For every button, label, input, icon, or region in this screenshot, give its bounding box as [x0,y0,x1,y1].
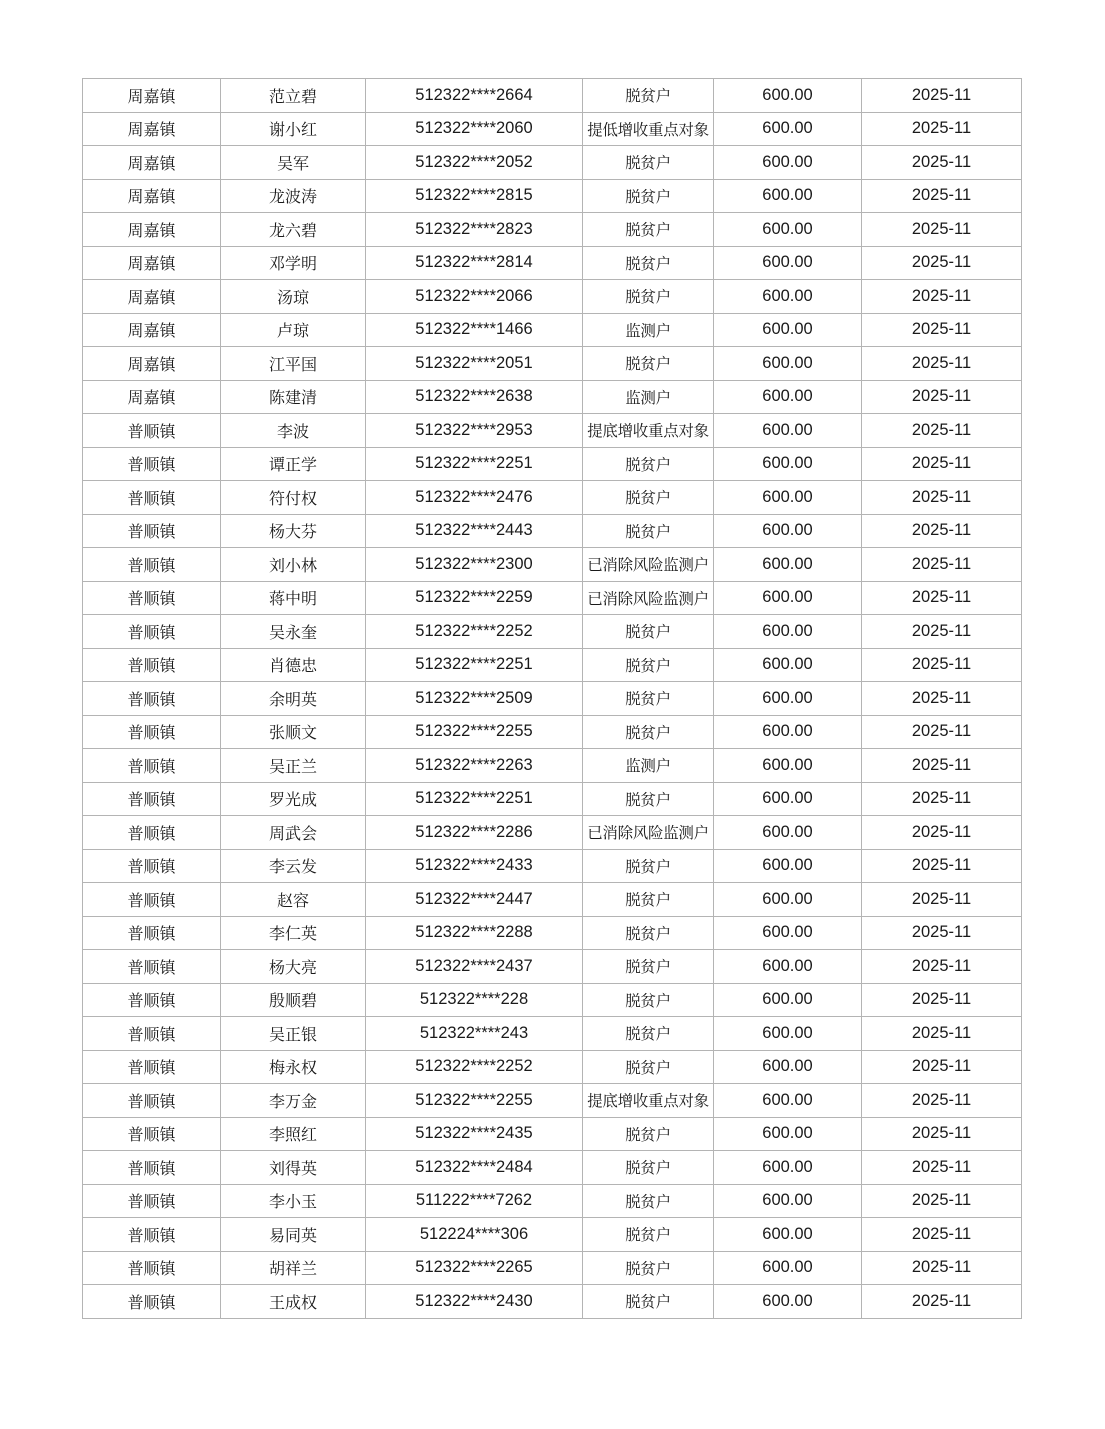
id-number-cell: 511222****7262 [366,1184,583,1218]
name-cell: 李万金 [221,1084,366,1118]
name-cell: 符付权 [221,481,366,515]
name-cell: 余明英 [221,682,366,716]
id-number-cell: 512322****2252 [366,615,583,649]
table-row [83,950,1022,984]
id-number-cell: 512322****2638 [366,380,583,414]
household-category-cell: 脱贫户 [583,447,714,481]
id-number-cell: 512322****2255 [366,1084,583,1118]
period-cell: 2025-11 [862,816,1022,850]
household-category-cell: 监测户 [583,749,714,783]
town-cell: 普顺镇 [83,916,221,950]
id-number-cell: 512322****2051 [366,347,583,381]
town-cell: 普顺镇 [83,1017,221,1051]
town-cell: 普顺镇 [83,749,221,783]
town-cell: 普顺镇 [83,883,221,917]
name-cell: 杨大芬 [221,514,366,548]
id-number-cell: 512322****2066 [366,280,583,314]
household-category-cell: 脱贫户 [583,648,714,682]
amount-cell: 600.00 [714,414,862,448]
roster-table [82,78,1022,1319]
town-cell: 普顺镇 [83,481,221,515]
town-cell: 普顺镇 [83,782,221,816]
id-number-cell: 512322****2443 [366,514,583,548]
period-cell: 2025-11 [862,481,1022,515]
town-cell: 周嘉镇 [83,146,221,180]
id-number-cell: 512322****2286 [366,816,583,850]
amount-cell: 600.00 [714,682,862,716]
table-row [83,347,1022,381]
table-row [83,280,1022,314]
household-category-cell: 脱贫户 [583,1218,714,1252]
table-row [83,1184,1022,1218]
amount-cell: 600.00 [714,1218,862,1252]
id-number-cell: 512322****2052 [366,146,583,180]
name-cell: 罗光成 [221,782,366,816]
period-cell: 2025-11 [862,715,1022,749]
name-cell: 邓学明 [221,246,366,280]
table-row [83,816,1022,850]
table-row [83,1151,1022,1185]
town-cell: 周嘉镇 [83,179,221,213]
id-number-cell: 512322****2484 [366,1151,583,1185]
id-number-cell: 512322****2509 [366,682,583,716]
town-cell: 普顺镇 [83,648,221,682]
town-cell: 周嘉镇 [83,313,221,347]
household-category-cell: 脱贫户 [583,1251,714,1285]
period-cell: 2025-11 [862,849,1022,883]
period-cell: 2025-11 [862,1084,1022,1118]
amount-cell: 600.00 [714,1184,862,1218]
period-cell: 2025-11 [862,146,1022,180]
amount-cell: 600.00 [714,916,862,950]
amount-cell: 600.00 [714,1151,862,1185]
period-cell: 2025-11 [862,1050,1022,1084]
table-row [83,749,1022,783]
amount-cell: 600.00 [714,1084,862,1118]
period-cell: 2025-11 [862,983,1022,1017]
id-number-cell: 512322****2476 [366,481,583,515]
name-cell: 肖德忠 [221,648,366,682]
household-category-cell: 脱贫户 [583,782,714,816]
household-category-cell: 脱贫户 [583,682,714,716]
table-row [83,581,1022,615]
name-cell: 殷顺碧 [221,983,366,1017]
period-cell: 2025-11 [862,1117,1022,1151]
period-cell: 2025-11 [862,1251,1022,1285]
household-category-cell: 脱贫户 [583,280,714,314]
amount-cell: 600.00 [714,179,862,213]
id-number-cell: 512322****2259 [366,581,583,615]
amount-cell: 600.00 [714,1050,862,1084]
household-category-cell: 脱贫户 [583,1151,714,1185]
town-cell: 周嘉镇 [83,246,221,280]
id-number-cell: 512322****228 [366,983,583,1017]
amount-cell: 600.00 [714,950,862,984]
period-cell: 2025-11 [862,782,1022,816]
amount-cell: 600.00 [714,548,862,582]
name-cell: 卢琼 [221,313,366,347]
household-category-cell: 已消除风险监测户 [583,581,714,615]
household-category-cell: 脱贫户 [583,246,714,280]
household-category-cell: 脱贫户 [583,213,714,247]
table-row [83,146,1022,180]
town-cell: 普顺镇 [83,1084,221,1118]
id-number-cell: 512322****243 [366,1017,583,1051]
amount-cell: 600.00 [714,447,862,481]
household-category-cell: 提低增收重点对象 [583,112,714,146]
id-number-cell: 512224****306 [366,1218,583,1252]
table-row [83,481,1022,515]
amount-cell: 600.00 [714,313,862,347]
town-cell: 周嘉镇 [83,213,221,247]
period-cell: 2025-11 [862,380,1022,414]
id-number-cell: 512322****2664 [366,79,583,113]
name-cell: 王成权 [221,1285,366,1319]
household-category-cell: 脱贫户 [583,1117,714,1151]
period-cell: 2025-11 [862,883,1022,917]
amount-cell: 600.00 [714,715,862,749]
table-row [83,179,1022,213]
period-cell: 2025-11 [862,682,1022,716]
table-row [83,682,1022,716]
name-cell: 龙六碧 [221,213,366,247]
household-category-cell: 脱贫户 [583,1050,714,1084]
amount-cell: 600.00 [714,983,862,1017]
table-row [83,615,1022,649]
table-row [83,548,1022,582]
name-cell: 龙波涛 [221,179,366,213]
table-row [83,1084,1022,1118]
town-cell: 普顺镇 [83,514,221,548]
town-cell: 普顺镇 [83,1151,221,1185]
name-cell: 刘小林 [221,548,366,582]
period-cell: 2025-11 [862,581,1022,615]
id-number-cell: 512322****2255 [366,715,583,749]
table-row [83,1117,1022,1151]
household-category-cell: 脱贫户 [583,481,714,515]
table-row [83,213,1022,247]
household-category-cell: 监测户 [583,313,714,347]
name-cell: 李波 [221,414,366,448]
period-cell: 2025-11 [862,615,1022,649]
id-number-cell: 512322****2060 [366,112,583,146]
name-cell: 杨大亮 [221,950,366,984]
id-number-cell: 512322****2288 [366,916,583,950]
id-number-cell: 512322****2433 [366,849,583,883]
household-category-cell: 脱贫户 [583,1017,714,1051]
household-category-cell: 脱贫户 [583,179,714,213]
table-row [83,715,1022,749]
table-row [83,1251,1022,1285]
amount-cell: 600.00 [714,380,862,414]
period-cell: 2025-11 [862,313,1022,347]
name-cell: 吴正兰 [221,749,366,783]
name-cell: 李照红 [221,1117,366,1151]
amount-cell: 600.00 [714,246,862,280]
id-number-cell: 512322****2252 [366,1050,583,1084]
name-cell: 蒋中明 [221,581,366,615]
period-cell: 2025-11 [862,749,1022,783]
name-cell: 陈建清 [221,380,366,414]
name-cell: 江平国 [221,347,366,381]
amount-cell: 600.00 [714,782,862,816]
table-row [83,648,1022,682]
name-cell: 汤琼 [221,280,366,314]
town-cell: 普顺镇 [83,1251,221,1285]
amount-cell: 600.00 [714,481,862,515]
id-number-cell: 512322****2300 [366,548,583,582]
household-category-cell: 脱贫户 [583,715,714,749]
town-cell: 普顺镇 [83,1218,221,1252]
period-cell: 2025-11 [862,548,1022,582]
household-category-cell: 脱贫户 [583,916,714,950]
name-cell: 谢小红 [221,112,366,146]
amount-cell: 600.00 [714,146,862,180]
household-category-cell: 脱贫户 [583,347,714,381]
town-cell: 普顺镇 [83,983,221,1017]
period-cell: 2025-11 [862,79,1022,113]
household-category-cell: 脱贫户 [583,1285,714,1319]
table-row [83,1218,1022,1252]
table-row [83,916,1022,950]
amount-cell: 600.00 [714,1117,862,1151]
period-cell: 2025-11 [862,447,1022,481]
name-cell: 李云发 [221,849,366,883]
name-cell: 刘得英 [221,1151,366,1185]
period-cell: 2025-11 [862,950,1022,984]
name-cell: 吴正银 [221,1017,366,1051]
town-cell: 普顺镇 [83,849,221,883]
period-cell: 2025-11 [862,280,1022,314]
amount-cell: 600.00 [714,849,862,883]
name-cell: 张顺文 [221,715,366,749]
table-row [83,79,1022,113]
table-row [83,313,1022,347]
town-cell: 普顺镇 [83,1117,221,1151]
id-number-cell: 512322****2814 [366,246,583,280]
period-cell: 2025-11 [862,1151,1022,1185]
household-category-cell: 脱贫户 [583,883,714,917]
household-category-cell: 脱贫户 [583,849,714,883]
table-row [83,380,1022,414]
town-cell: 周嘉镇 [83,380,221,414]
amount-cell: 600.00 [714,615,862,649]
name-cell: 梅永权 [221,1050,366,1084]
id-number-cell: 512322****2823 [366,213,583,247]
id-number-cell: 512322****2815 [366,179,583,213]
period-cell: 2025-11 [862,1285,1022,1319]
period-cell: 2025-11 [862,648,1022,682]
household-category-cell: 脱贫户 [583,983,714,1017]
period-cell: 2025-11 [862,213,1022,247]
table-row [83,782,1022,816]
town-cell: 周嘉镇 [83,347,221,381]
id-number-cell: 512322****2263 [366,749,583,783]
town-cell: 普顺镇 [83,414,221,448]
name-cell: 胡祥兰 [221,1251,366,1285]
roster-table-body [83,79,1022,1319]
town-cell: 周嘉镇 [83,112,221,146]
name-cell: 范立碧 [221,79,366,113]
household-category-cell: 已消除风险监测户 [583,548,714,582]
period-cell: 2025-11 [862,916,1022,950]
id-number-cell: 512322****2953 [366,414,583,448]
period-cell: 2025-11 [862,1218,1022,1252]
household-category-cell: 脱贫户 [583,79,714,113]
name-cell: 吴永奎 [221,615,366,649]
name-cell: 易同英 [221,1218,366,1252]
name-cell: 李小玉 [221,1184,366,1218]
town-cell: 普顺镇 [83,581,221,615]
household-category-cell: 脱贫户 [583,146,714,180]
id-number-cell: 512322****2265 [366,1251,583,1285]
id-number-cell: 512322****1466 [366,313,583,347]
town-cell: 普顺镇 [83,548,221,582]
table-row [83,983,1022,1017]
town-cell: 普顺镇 [83,1184,221,1218]
table-row [83,1017,1022,1051]
id-number-cell: 512322****2430 [366,1285,583,1319]
period-cell: 2025-11 [862,246,1022,280]
amount-cell: 600.00 [714,816,862,850]
period-cell: 2025-11 [862,112,1022,146]
amount-cell: 600.00 [714,347,862,381]
period-cell: 2025-11 [862,414,1022,448]
amount-cell: 600.00 [714,749,862,783]
household-category-cell: 监测户 [583,380,714,414]
household-category-cell: 脱贫户 [583,514,714,548]
name-cell: 周武会 [221,816,366,850]
amount-cell: 600.00 [714,581,862,615]
name-cell: 谭正学 [221,447,366,481]
id-number-cell: 512322****2251 [366,447,583,481]
period-cell: 2025-11 [862,179,1022,213]
town-cell: 普顺镇 [83,950,221,984]
household-category-cell: 脱贫户 [583,1184,714,1218]
id-number-cell: 512322****2251 [366,782,583,816]
period-cell: 2025-11 [862,1184,1022,1218]
id-number-cell: 512322****2251 [366,648,583,682]
name-cell: 李仁英 [221,916,366,950]
household-category-cell: 提底增收重点对象 [583,1084,714,1118]
household-category-cell: 提底增收重点对象 [583,414,714,448]
name-cell: 吴军 [221,146,366,180]
table-row [83,1285,1022,1319]
amount-cell: 600.00 [714,1285,862,1319]
period-cell: 2025-11 [862,347,1022,381]
amount-cell: 600.00 [714,883,862,917]
town-cell: 普顺镇 [83,1285,221,1319]
amount-cell: 600.00 [714,112,862,146]
table-row [83,447,1022,481]
town-cell: 普顺镇 [83,715,221,749]
town-cell: 普顺镇 [83,682,221,716]
table-row [83,849,1022,883]
table-row [83,514,1022,548]
name-cell: 赵容 [221,883,366,917]
amount-cell: 600.00 [714,1251,862,1285]
household-category-cell: 脱贫户 [583,615,714,649]
period-cell: 2025-11 [862,514,1022,548]
household-category-cell: 脱贫户 [583,950,714,984]
amount-cell: 600.00 [714,280,862,314]
amount-cell: 600.00 [714,1017,862,1051]
town-cell: 周嘉镇 [83,79,221,113]
town-cell: 普顺镇 [83,615,221,649]
table-row [83,883,1022,917]
table-row [83,1050,1022,1084]
amount-cell: 600.00 [714,514,862,548]
table-row [83,112,1022,146]
table-row [83,246,1022,280]
town-cell: 普顺镇 [83,816,221,850]
period-cell: 2025-11 [862,1017,1022,1051]
id-number-cell: 512322****2435 [366,1117,583,1151]
amount-cell: 600.00 [714,79,862,113]
town-cell: 普顺镇 [83,447,221,481]
amount-cell: 600.00 [714,213,862,247]
table-row [83,414,1022,448]
id-number-cell: 512322****2437 [366,950,583,984]
town-cell: 周嘉镇 [83,280,221,314]
household-category-cell: 已消除风险监测户 [583,816,714,850]
amount-cell: 600.00 [714,648,862,682]
id-number-cell: 512322****2447 [366,883,583,917]
town-cell: 普顺镇 [83,1050,221,1084]
